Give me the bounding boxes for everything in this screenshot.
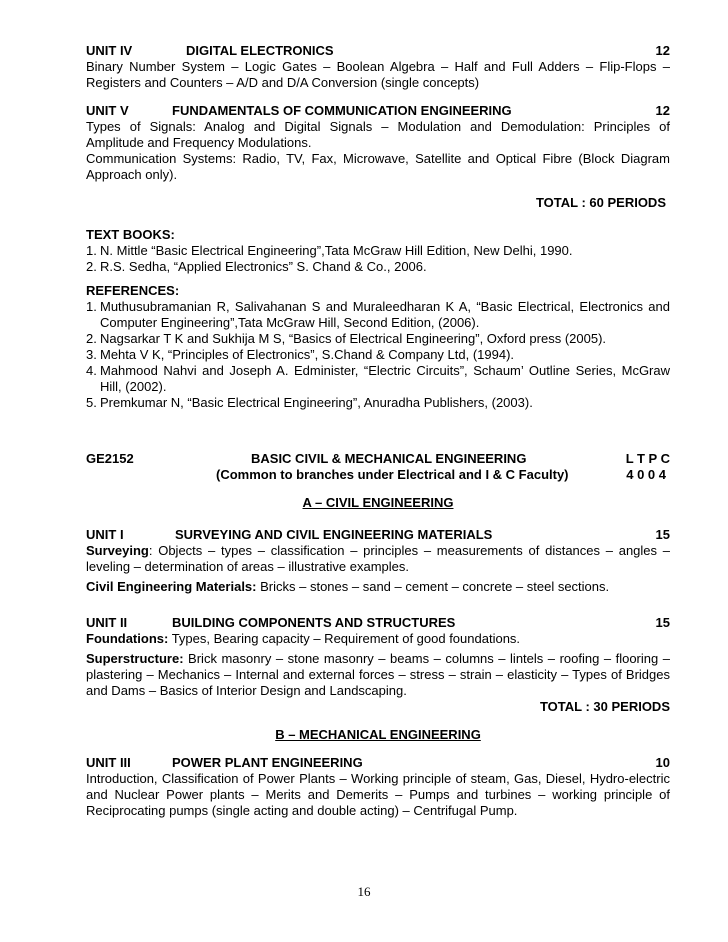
unit-1-text-line: Civil Engineering Materials: Bricks – stones – sand – cement – concrete – steel sections.: [86, 579, 610, 594]
unit-3-title: POWER PLANT ENGINEERING: [172, 755, 363, 770]
reference-item: 4. Mahmood Nahvi and Joseph A. Edminister, “Electric Circuits”, Schaum’ Outline Series, McGraw: [86, 363, 670, 378]
unit-5-text-line: Approach only).: [86, 167, 178, 182]
unit-1-label: UNIT I: [86, 527, 124, 542]
reference-item: 3. Mehta V K, “Principles of Electronics”, S.Chand & Company Ltd, (1994).: [86, 347, 515, 362]
reference-item: 2. Nagsarkar T K and Sukhija M S, “Basics of Electrical Engineering”, Oxford press (2005).: [86, 331, 607, 346]
part-b-heading: B – MECHANICAL ENGINEERING: [275, 727, 481, 742]
unit-4-title: DIGITAL ELECTRONICS: [186, 43, 334, 58]
total-periods-60: TOTAL : 60 PERIODS: [535, 195, 666, 210]
unit-2-text-line: Superstructure: Brick masonry – stone masonry – beams – columns – lintels – roofing – flooring –: [86, 651, 670, 666]
unit-4-text-line: Registers and Counters – A/D and D/A Conversion (single concepts): [86, 75, 480, 90]
unit-2-text-line: and Dams – Basics of Interior Design and Landscaping.: [86, 683, 407, 698]
unit-4-text-line: Binary Number System – Logic Gates – Boolean Algebra – Half and Full Adders – Flip-Flops –: [86, 59, 670, 74]
unit-1-text-line: Surveying: Objects – types – classification – principles – measurements of distances – angles –: [86, 543, 670, 558]
unit-5-text-line: Communication Systems: Radio, TV, Fax, Microwave, Satellite and Optical Fibre (Block Diagram: [86, 151, 670, 166]
unit-2-text-line: Foundations: Types, Bearing capacity – Requirement of good foundations.: [86, 631, 521, 646]
reference-item: 1. Muthusubramanian R, Salivahanan S and Muraleedharan K A, “Basic Electrical, Electronics and: [86, 299, 670, 314]
part-a-heading: A – CIVIL ENGINEERING: [302, 495, 454, 510]
textbook-item: 2. R.S. Sedha, “Applied Electronics” S. Chand & Co., 2006.: [86, 259, 427, 274]
unit-4-hours: 12: [655, 43, 670, 58]
unit-4-label: UNIT IV: [86, 43, 133, 58]
references-heading: REFERENCES:: [86, 283, 180, 298]
textbook-item: 1. N. Mittle “Basic Electrical Engineering”,Tata McGraw Hill Edition, New Delhi, 1990.: [86, 243, 573, 258]
course-header: [86, 451, 670, 467]
unit-3-hours: 10: [655, 755, 670, 770]
unit-3-text-line: Introduction, Classification of Power Plants – Working principle of steam, Gas, Diesel, Hydro-electric: [86, 771, 670, 786]
unit-2-title: BUILDING COMPONENTS AND STRUCTURES: [172, 615, 456, 630]
reference-item-cont: Hill, (2002).: [100, 379, 167, 394]
course-subtitle: (Common to branches under Electrical and I & C Faculty): [216, 467, 569, 482]
unit-5-label: UNIT V: [86, 103, 129, 118]
course-title: BASIC CIVIL & MECHANICAL ENGINEERING: [251, 451, 527, 466]
unit-3-label: UNIT III: [86, 755, 131, 770]
unit-5-text-line: Amplitude and Frequency Modulations.: [86, 135, 312, 150]
unit-2-label: UNIT II: [86, 615, 128, 630]
unit-5-header: [86, 103, 670, 119]
unit-2-text-line: plastering – Mechanics – Internal and external forces – stress – strain – elasticity – Types of Bridges: [86, 667, 670, 682]
course-code: GE2152: [86, 451, 134, 466]
unit-3-header: [86, 755, 670, 771]
unit-1-title: SURVEYING AND CIVIL ENGINEERING MATERIALS: [175, 527, 493, 542]
page-number: 16: [357, 884, 371, 899]
unit-3-text-line: Reciprocating pumps (single acting and double acting) – Centrifugal Pump.: [86, 803, 518, 818]
unit-2-hours: 15: [655, 615, 670, 630]
course-subheader: [86, 467, 670, 483]
course-ltpc: L T P C: [625, 451, 670, 466]
textbooks-heading: TEXT BOOKS:: [86, 227, 175, 242]
course-ltpc-values: 4 0 0 4: [626, 467, 666, 482]
reference-item-cont: Computer Engineering”,Tata McGraw Hill, Second Edition, (2006).: [100, 315, 480, 330]
unit-5-title: FUNDAMENTALS OF COMMUNICATION ENGINEERING: [172, 103, 512, 118]
unit-4-header: [86, 43, 670, 59]
unit-1-header: [86, 527, 670, 543]
total-periods-30: TOTAL : 30 PERIODS: [539, 699, 670, 714]
unit-3-text-line: and Nuclear Power plants – Merits and Demerits – Pumps and turbines – working principle of: [86, 787, 670, 802]
unit-5-hours: 12: [655, 103, 670, 118]
unit-5-text-line: Types of Signals: Analog and Digital Signals – Modulation and Demodulation: Principles of: [86, 119, 670, 134]
syllabus-page: [86, 43, 670, 819]
reference-item: 5. Premkumar N, “Basic Electrical Engineering”, Anuradha Publishers, (2003).: [86, 395, 533, 410]
unit-1-text-line: leveling – determination of areas – illustrative examples.: [86, 559, 410, 574]
unit-2-header: [86, 615, 670, 631]
unit-1-hours: 15: [655, 527, 670, 542]
